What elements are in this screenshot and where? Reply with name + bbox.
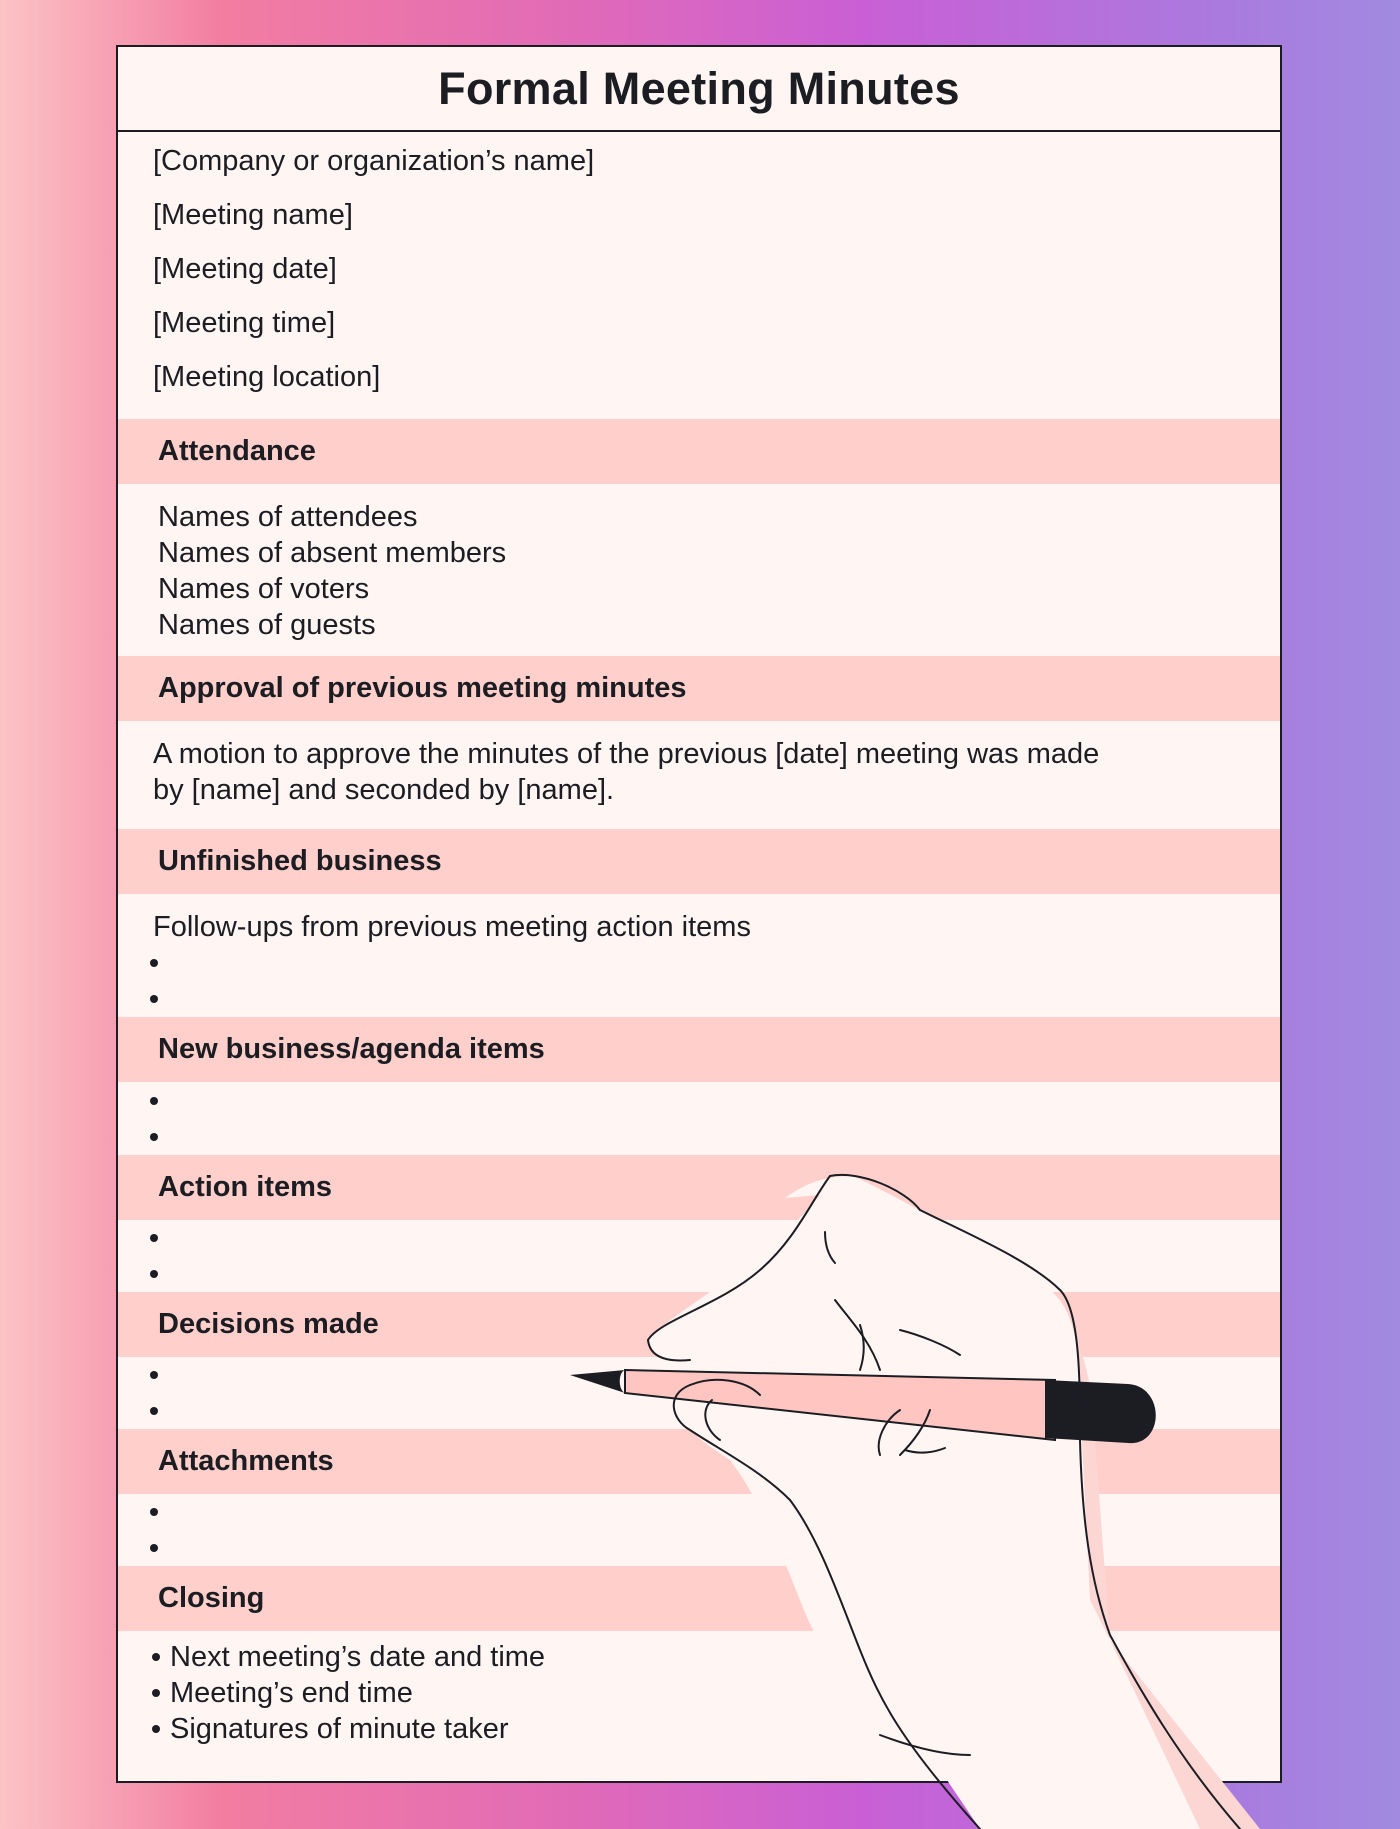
title-bar	[118, 47, 1280, 132]
meeting-info	[118, 132, 1280, 414]
list-item	[152, 1675, 545, 1711]
list-item	[152, 1711, 545, 1747]
attendance-line: Names of voters	[158, 573, 370, 605]
list-item	[152, 1639, 545, 1675]
bullet-point	[150, 1270, 158, 1278]
bullet-point	[150, 959, 158, 967]
closing-item-label: Meeting’s end time	[170, 1677, 413, 1709]
bullet-point	[150, 1234, 158, 1242]
attachments-heading: Attachments	[118, 1429, 1280, 1494]
info-meeting-date: [Meeting date]	[153, 253, 337, 285]
approval-text-line: by [name] and seconded by [name].	[153, 774, 615, 806]
unfinished-heading: Unfinished business	[118, 829, 1280, 894]
closing-heading: Closing	[118, 1566, 1280, 1631]
action-items-heading: Action items	[118, 1155, 1280, 1220]
unfinished-text: Follow-ups from previous meeting action items	[153, 911, 751, 943]
decisions-heading: Decisions made	[118, 1292, 1280, 1357]
bullet-icon	[152, 1725, 160, 1733]
approval-text-line: A motion to approve the minutes of the previous [date] meeting was made	[153, 738, 1100, 770]
closing-item-label: Next meeting’s date and time	[170, 1641, 546, 1673]
new-business-heading: New business/agenda items	[118, 1017, 1280, 1082]
attendance-list	[158, 499, 506, 643]
info-meeting-name: [Meeting name]	[153, 199, 353, 231]
attendance-line: Names of absent members	[158, 537, 507, 569]
info-meeting-location: [Meeting location]	[153, 361, 381, 393]
approval-text	[153, 736, 1099, 808]
minutes-document	[116, 45, 1282, 1783]
bullet-point	[150, 995, 158, 1003]
bullet-point	[150, 1508, 158, 1516]
bullet-point	[150, 1407, 158, 1415]
bullet-icon	[152, 1689, 160, 1697]
bullet-point	[150, 1371, 158, 1379]
bullet-icon	[152, 1653, 160, 1661]
approval-heading: Approval of previous meeting minutes	[118, 656, 1280, 721]
bullet-point	[150, 1133, 158, 1141]
bullet-point	[150, 1097, 158, 1105]
attendance-line: Names of guests	[158, 609, 376, 641]
info-meeting-time: [Meeting time]	[153, 307, 336, 339]
closing-list	[152, 1639, 545, 1747]
attendance-heading: Attendance	[118, 419, 1280, 484]
info-company: [Company or organization’s name]	[153, 145, 595, 177]
closing-item-label: Signatures of minute taker	[170, 1713, 509, 1745]
attendance-line: Names of attendees	[158, 501, 418, 533]
bullet-point	[150, 1544, 158, 1552]
document-title: Formal Meeting Minutes	[438, 62, 960, 114]
